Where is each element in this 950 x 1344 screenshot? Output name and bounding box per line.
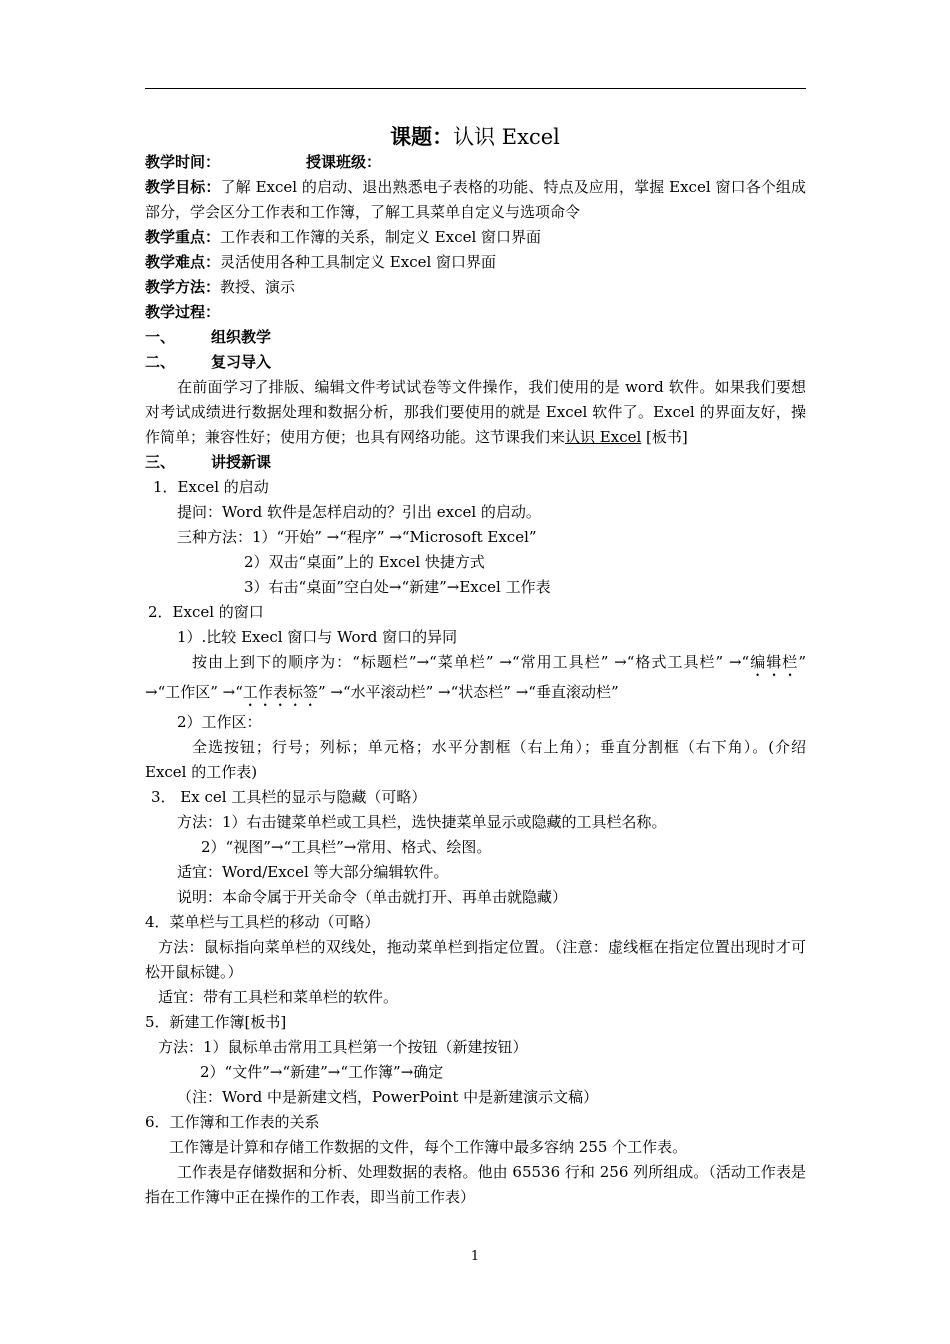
s2-order-part-e: ” →“水平滚动栏” →“状态栏” →“垂直滚动栏” — [317, 683, 619, 701]
section-1-title: 组织教学 — [211, 328, 272, 346]
document-body — [145, 150, 806, 1210]
intro-text: 在前面学习了排版、编辑文件考试试卷等文件操作，我们使用的是 word 软件。如果我们要想对考试成绩进行数据处理和数据分析，那我们要使用的就是 Excel 软件了。Excel 的界面友好，操作简单；兼容性好；使用方便；也具有网络功能。这节课我们来 — [145, 378, 806, 446]
method-label: 教学方法： — [145, 278, 221, 296]
goal-text: 了解 Excel 的启动、退出熟悉电子表格的功能、特点及应用，掌握 Excel 窗口各个组成部分，学会区分工作表和工作簿，了解工具菜单自定义与选项命令 — [145, 178, 806, 221]
method-text: 教授、演示 — [220, 278, 296, 296]
section-1-heading — [145, 325, 806, 350]
page-number: 1 — [470, 1249, 480, 1264]
meta-process — [145, 300, 806, 325]
intro-underlined-topic: 认识 Excel — [565, 428, 642, 446]
s1-method-1: 三种方法：1）“开始” →“程序” →“Microsoft Excel” — [177, 528, 537, 546]
s1-heading: 1．Excel 的启动 — [153, 478, 269, 496]
s6-heading: 6．工作簿和工作表的关系 — [145, 1113, 320, 1131]
s3-method-1: 方法：1）右击键菜单栏或工具栏，选快捷菜单显示或隐藏的工具栏名称。 — [177, 813, 667, 831]
meta-method — [145, 275, 806, 300]
process-label: 教学过程： — [145, 303, 221, 321]
title-text: 认识 Excel — [453, 125, 560, 149]
s3-note: 说明：本命令属于开关命令（单击就打开、再单击就隐藏） — [177, 888, 568, 906]
s2-sub-1: 1）.比较 Execl 窗口与 Word 窗口的异同 — [177, 628, 458, 646]
meta-key — [145, 225, 806, 250]
meta-time-class — [145, 150, 806, 175]
s6-paragraph-1: 工作簿是计算和存储工作数据的文件，每个工作簿中最多容纳 255 个工作表。 — [169, 1138, 688, 1156]
s1-question: 提问：Word 软件是怎样启动的？引出 excel 的启动。 — [177, 503, 541, 521]
class-label: 授课班级： — [306, 153, 382, 171]
s2-order-paragraph — [145, 650, 806, 710]
title-label: 课题： — [390, 124, 454, 149]
intro-paragraph — [145, 375, 806, 450]
section-2-heading — [145, 350, 806, 375]
s5-note: （注：Word 中是新建文档，PowerPoint 中是新建演示文稿） — [177, 1088, 599, 1106]
section-3-heading — [145, 450, 806, 475]
s4-method: 方法：鼠标指向菜单栏的双线处，拖动菜单栏到指定位置。（注意：虚线框在指定位置出现时才可松开鼠标键。） — [145, 938, 806, 981]
s2-order-part-c: ” →“工作区” →“ — [145, 653, 806, 701]
s3-method-2: 2）“视图”→“工具栏”→常用、格式、绘图。 — [201, 838, 492, 856]
s2-sub-2: 2）工作区： — [177, 713, 262, 731]
intro-tail: [板书] — [641, 428, 688, 446]
s2-order-edit-bar: 编辑栏 — [749, 653, 799, 671]
s1-method-2: 2）双击“桌面”上的 Excel 快捷方式 — [244, 553, 485, 571]
s5-method-1: 方法：1）鼠标单击常用工具栏第一个按钮（新建按钮） — [158, 1038, 528, 1056]
goal-label: 教学目标： — [145, 178, 221, 196]
s2-order-sheet-tab: 工作表标签 — [242, 683, 318, 701]
s2-area-paragraph: 全选按钮；行号；列标；单元格；水平分割框（右上角）；垂直分割框（右下角）。(介绍 Excel 的工作表) — [145, 738, 806, 781]
key-label: 教学重点： — [145, 228, 221, 246]
key-text: 工作表和工作簿的关系，制定义 Excel 窗口界面 — [220, 228, 542, 246]
s1-method-3: 3）右击“桌面”空白处→“新建”→Excel 工作表 — [244, 578, 551, 596]
s2-order-part-a: 按由上到下的顺序为：“标题栏”→“菜单栏” →“常用工具栏” →“格式工具栏” →“ — [192, 653, 750, 671]
s5-method-2: 2）“文件”→“新建”→“工作簿”→确定 — [200, 1063, 444, 1081]
difficulty-text: 灵活使用各种工具制定义 Excel 窗口界面 — [220, 253, 497, 271]
s5-heading: 5．新建工作簿[板书] — [145, 1013, 287, 1031]
section-2-number: 二、 — [145, 353, 176, 371]
section-2-title: 复习导入 — [211, 353, 272, 371]
section-3-title: 讲授新课 — [211, 453, 272, 471]
meta-difficulty — [145, 250, 806, 275]
s4-heading: 4．菜单栏与工具栏的移动（可略） — [145, 913, 380, 931]
difficulty-label: 教学难点： — [145, 253, 221, 271]
section-3-number: 三、 — [145, 453, 176, 471]
header-rule — [145, 88, 806, 89]
page-title — [0, 123, 950, 151]
s3-heading: 3． Ex cel 工具栏的显示与隐藏（可略） — [151, 788, 427, 806]
s3-fit: 适宜：Word/Excel 等大部分编辑软件。 — [177, 863, 449, 881]
time-label: 教学时间： — [145, 153, 221, 171]
s4-fit: 适宜：带有工具栏和菜单栏的软件。 — [158, 988, 399, 1006]
s2-heading: 2．Excel 的窗口 — [148, 603, 264, 621]
s6-paragraph-2: 工作表是存储数据和分析、处理数据的表格。他由 65536 行和 256 列所组成。（活动工作表是指在工作簿中正在操作的工作表，即当前工作表） — [145, 1163, 806, 1206]
meta-goal — [145, 175, 806, 225]
section-1-number: 一、 — [145, 328, 176, 346]
